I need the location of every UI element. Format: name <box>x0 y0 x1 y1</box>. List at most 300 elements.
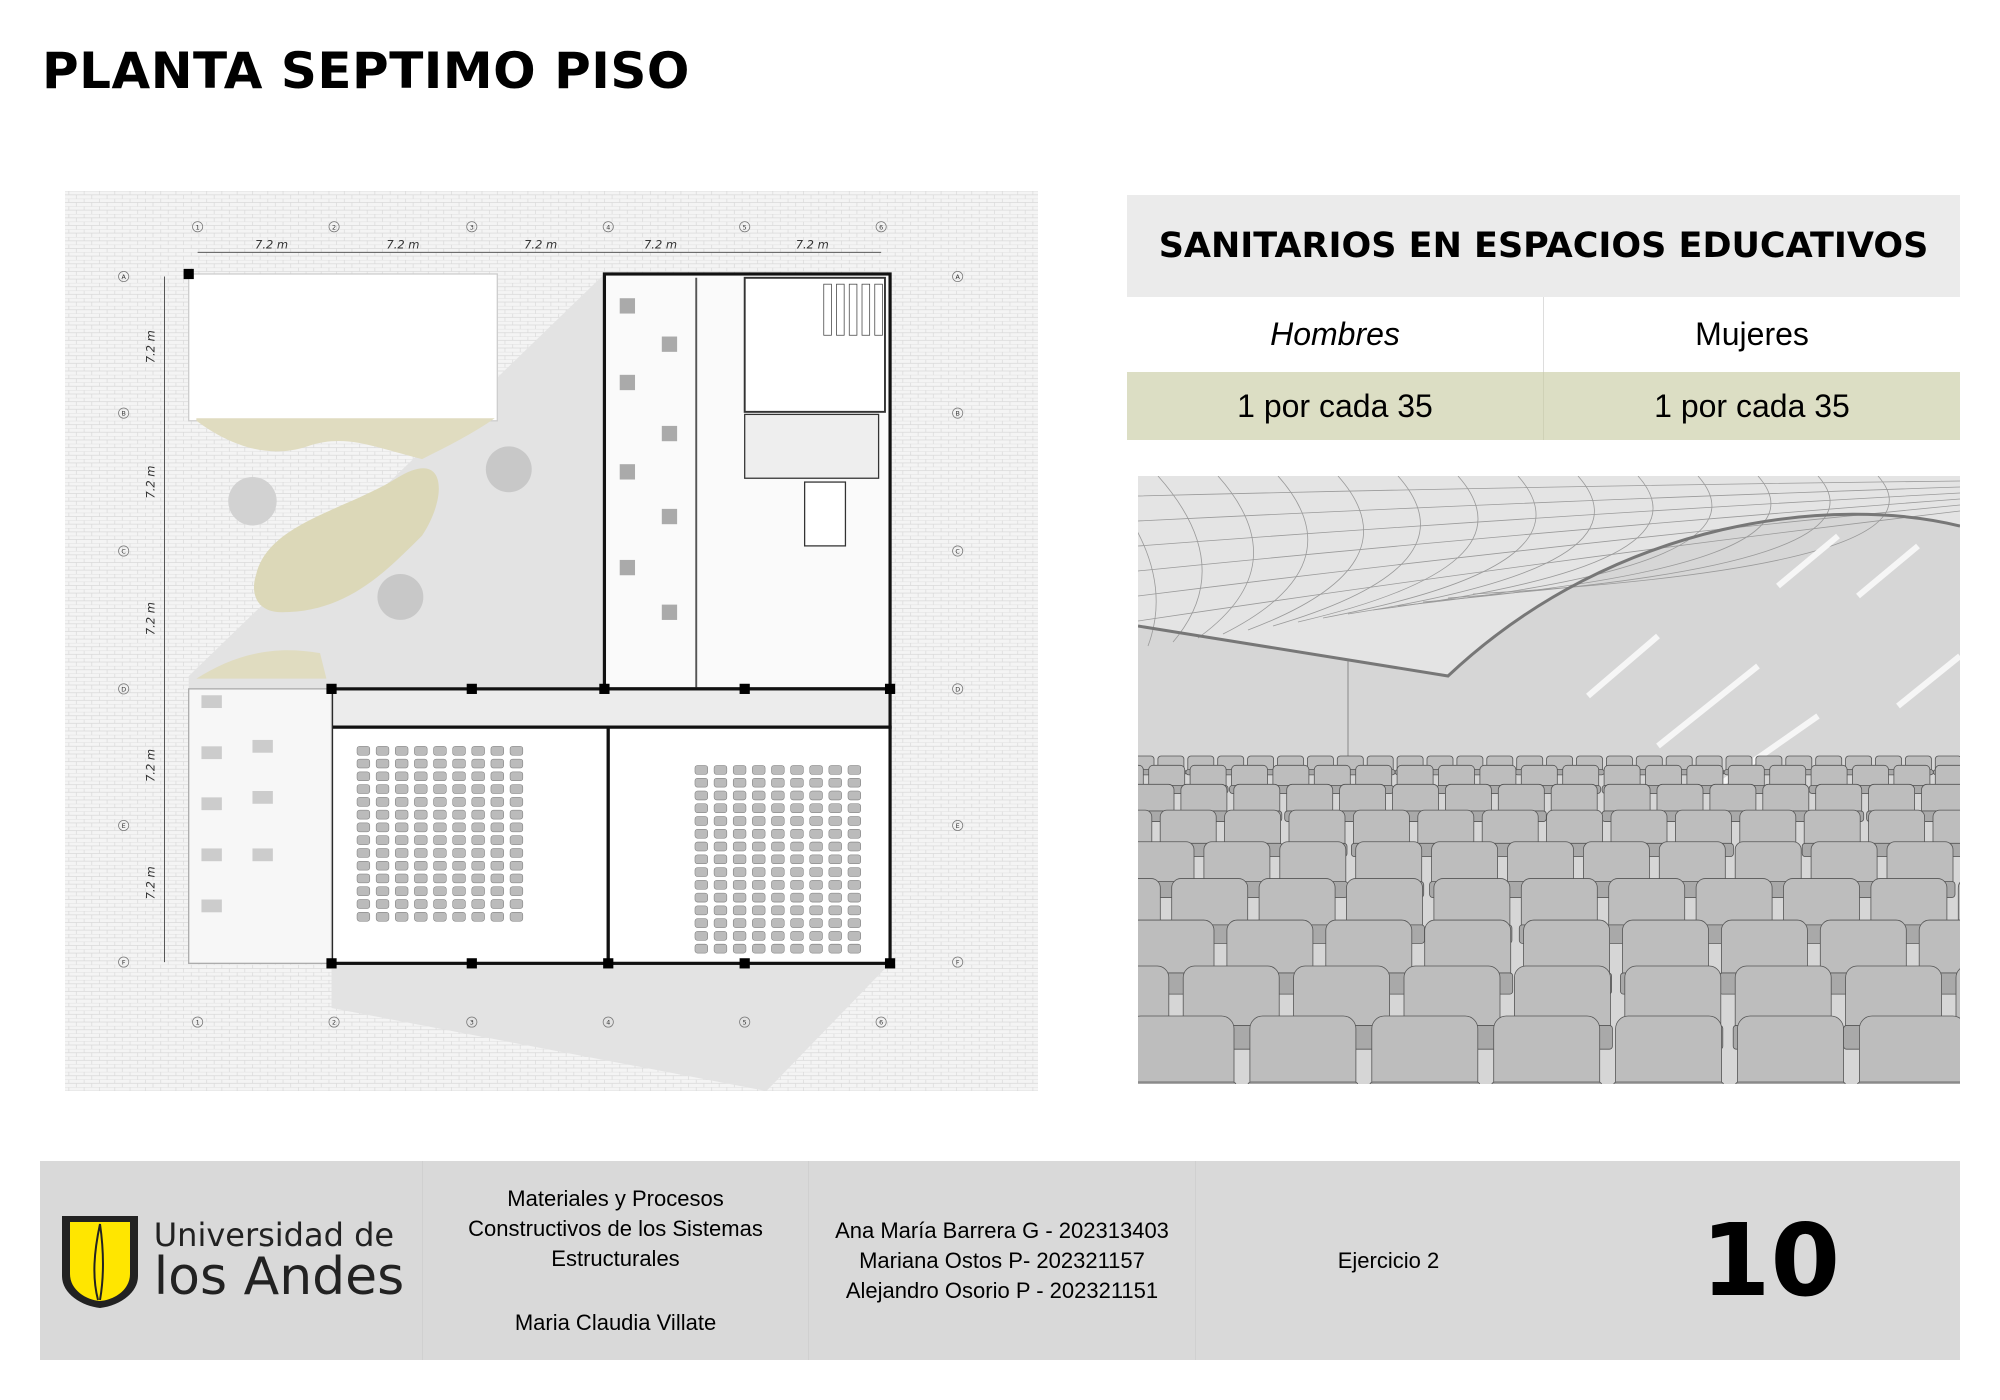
seat <box>752 880 765 889</box>
seat <box>714 855 727 864</box>
table <box>201 848 221 861</box>
seat <box>848 765 861 774</box>
seat <box>434 785 447 794</box>
seat <box>695 842 708 851</box>
dimension-label: 7.2 m <box>143 748 158 783</box>
seat <box>829 804 842 813</box>
seat <box>829 842 842 851</box>
seat <box>733 765 746 774</box>
table <box>252 740 272 753</box>
grid-number: 3 <box>469 1018 474 1027</box>
seat <box>771 791 784 800</box>
seat <box>733 778 746 787</box>
column <box>326 958 336 968</box>
seat <box>695 893 708 902</box>
seat <box>510 912 523 921</box>
seat <box>472 861 485 870</box>
seat <box>453 874 466 883</box>
seat <box>414 861 427 870</box>
seat <box>829 944 842 953</box>
column <box>467 958 477 968</box>
auditorium-chair <box>1372 1016 1478 1084</box>
column <box>467 684 477 694</box>
student: Alejandro Osorio P - 202321151 <box>845 1277 1159 1303</box>
seat <box>491 823 504 832</box>
seat <box>771 829 784 838</box>
seat <box>491 861 504 870</box>
seat <box>829 791 842 800</box>
seat <box>714 804 727 813</box>
seat <box>714 778 727 787</box>
lounge-block <box>189 689 332 963</box>
exercise: Ejercicio 2 <box>1337 1247 1440 1273</box>
dimension-label: 7.2 m <box>386 237 420 252</box>
auditorium-chair <box>1138 1016 1234 1084</box>
course-line: Constructivos de los Sistemas <box>468 1215 763 1241</box>
seat <box>733 944 746 953</box>
seat <box>414 900 427 909</box>
seat <box>810 880 823 889</box>
course-line: Materiales y Procesos <box>507 1185 724 1211</box>
column <box>740 684 750 694</box>
seat <box>357 912 370 921</box>
logo-area <box>40 1161 423 1360</box>
seat <box>434 900 447 909</box>
seat <box>752 804 765 813</box>
seat <box>357 785 370 794</box>
seat <box>357 772 370 781</box>
seat <box>376 823 389 832</box>
desk <box>620 298 635 313</box>
grid-number: 2 <box>332 1018 337 1027</box>
seat <box>414 836 427 845</box>
table-title: SANITARIOS EN ESPACIOS EDUCATIVOS <box>1127 195 1960 297</box>
column <box>885 958 895 968</box>
seat <box>395 810 408 819</box>
page-number: 10 <box>1700 1201 1841 1319</box>
seat <box>771 944 784 953</box>
seat <box>357 797 370 806</box>
desk <box>662 509 677 524</box>
logo-line1: Universidad de <box>153 1215 395 1254</box>
grid-letter: B <box>121 409 126 418</box>
seat <box>771 778 784 787</box>
seat <box>771 855 784 864</box>
seat <box>848 944 861 953</box>
seat <box>752 791 765 800</box>
seat <box>714 893 727 902</box>
seat <box>434 836 447 845</box>
seat <box>829 893 842 902</box>
column <box>885 684 895 694</box>
seat <box>791 906 804 915</box>
grid-number: 1 <box>195 223 200 232</box>
seat <box>752 919 765 928</box>
seat <box>695 765 708 774</box>
seat <box>848 829 861 838</box>
seat <box>810 829 823 838</box>
sanitary-table <box>1127 195 1960 440</box>
dimension-label: 7.2 m <box>143 465 158 499</box>
seat <box>376 772 389 781</box>
seat <box>752 842 765 851</box>
seat <box>791 804 804 813</box>
seat <box>810 791 823 800</box>
seat <box>491 848 504 857</box>
seat <box>453 759 466 768</box>
seat <box>510 746 523 755</box>
seat <box>414 772 427 781</box>
seat <box>376 797 389 806</box>
seat <box>395 836 408 845</box>
tree <box>377 574 423 620</box>
professor-name: Maria Claudia Villate <box>514 1309 717 1335</box>
seat <box>357 887 370 896</box>
seat <box>791 829 804 838</box>
seat <box>434 746 447 755</box>
header-mujeres: Mujeres <box>1695 316 1809 352</box>
value-mujeres: 1 por cada 35 <box>1654 387 1850 424</box>
seat <box>829 919 842 928</box>
seat <box>848 842 861 851</box>
auditorium-chair <box>1250 1016 1356 1084</box>
page-title: PLANTA SEPTIMO PISO <box>42 42 690 100</box>
grid-number: 6 <box>879 223 884 232</box>
corridor <box>332 689 891 727</box>
seat <box>395 848 408 857</box>
auditorium-left <box>332 727 609 963</box>
seat <box>453 797 466 806</box>
seat <box>752 855 765 864</box>
course-line: Estructurales <box>551 1245 680 1271</box>
seat <box>434 887 447 896</box>
seat <box>810 765 823 774</box>
seat <box>510 874 523 883</box>
grid-number: 4 <box>606 1018 611 1027</box>
seat <box>376 848 389 857</box>
seat <box>491 785 504 794</box>
seat <box>434 810 447 819</box>
seat <box>829 880 842 889</box>
seat <box>491 797 504 806</box>
seat <box>376 874 389 883</box>
seat <box>810 919 823 928</box>
auditorium-chair <box>1738 1016 1844 1084</box>
seat <box>714 931 727 940</box>
seat <box>810 931 823 940</box>
seat <box>434 772 447 781</box>
seat <box>733 829 746 838</box>
seat <box>357 746 370 755</box>
column <box>326 684 336 694</box>
seat <box>376 836 389 845</box>
seat <box>695 919 708 928</box>
seat <box>414 823 427 832</box>
elevator <box>805 482 846 546</box>
seat <box>791 855 804 864</box>
seat <box>453 900 466 909</box>
seat <box>510 772 523 781</box>
seat <box>491 912 504 921</box>
seat <box>771 906 784 915</box>
seat <box>829 817 842 826</box>
desk <box>620 375 635 390</box>
seat <box>810 842 823 851</box>
auditorium-chair <box>1616 1016 1722 1084</box>
desk <box>662 426 677 441</box>
seat <box>810 906 823 915</box>
chair-seat <box>1370 1082 1480 1084</box>
seat <box>453 912 466 921</box>
seat <box>453 810 466 819</box>
seat <box>829 765 842 774</box>
seat <box>395 785 408 794</box>
seat <box>848 778 861 787</box>
seat <box>733 919 746 928</box>
seat <box>376 785 389 794</box>
seat <box>395 823 408 832</box>
dimension-label: 7.2 m <box>795 237 829 252</box>
student: Mariana Ostos P- 202321157 <box>859 1247 1145 1273</box>
seat <box>791 931 804 940</box>
seat <box>414 887 427 896</box>
auditorium-chair <box>1494 1016 1600 1084</box>
chair-seat <box>1492 1082 1602 1084</box>
seat <box>848 817 861 826</box>
seat <box>771 868 784 877</box>
student: Ana María Barrera G - 202313403 <box>835 1217 1169 1243</box>
seat <box>414 874 427 883</box>
seat <box>733 817 746 826</box>
seat <box>491 746 504 755</box>
seat <box>472 887 485 896</box>
seat <box>848 906 861 915</box>
seat <box>395 887 408 896</box>
seat <box>714 829 727 838</box>
seat <box>510 836 523 845</box>
seat <box>491 900 504 909</box>
seat <box>695 804 708 813</box>
grid-letter: F <box>121 958 126 967</box>
seat <box>434 797 447 806</box>
seat <box>791 817 804 826</box>
seat <box>733 868 746 877</box>
seat <box>752 765 765 774</box>
grid-letter: D <box>121 685 127 694</box>
seat <box>791 893 804 902</box>
seat <box>733 842 746 851</box>
header-hombres: Hombres <box>1127 297 1544 372</box>
seat <box>771 804 784 813</box>
seat <box>829 778 842 787</box>
seat <box>434 912 447 921</box>
table <box>252 791 272 804</box>
chair-seat <box>1857 1082 1960 1084</box>
seat <box>491 772 504 781</box>
seat <box>434 823 447 832</box>
seat <box>453 823 466 832</box>
seat <box>695 868 708 877</box>
grid-letter: F <box>955 958 960 967</box>
students <box>809 1161 1196 1360</box>
seat <box>791 778 804 787</box>
seat <box>695 880 708 889</box>
seat <box>472 836 485 845</box>
seat <box>453 848 466 857</box>
tree <box>228 477 276 526</box>
seat <box>453 887 466 896</box>
seat <box>414 759 427 768</box>
dimension-label: 7.2 m <box>143 866 158 900</box>
grid-letter: E <box>955 822 960 831</box>
seat <box>510 900 523 909</box>
seat <box>771 893 784 902</box>
seat <box>695 931 708 940</box>
column <box>599 684 609 694</box>
seat <box>395 772 408 781</box>
table <box>201 900 221 913</box>
seat <box>453 785 466 794</box>
seat <box>491 759 504 768</box>
desk <box>620 560 635 575</box>
seat <box>472 785 485 794</box>
seat <box>453 861 466 870</box>
seat <box>395 912 408 921</box>
seat <box>376 810 389 819</box>
seat <box>414 785 427 794</box>
seat <box>510 887 523 896</box>
seat <box>733 855 746 864</box>
seat <box>357 874 370 883</box>
seat <box>357 810 370 819</box>
seat <box>810 944 823 953</box>
seat <box>810 778 823 787</box>
seat <box>848 791 861 800</box>
seat <box>472 746 485 755</box>
logo-line2: los Andes <box>153 1246 405 1307</box>
seat <box>434 861 447 870</box>
seat <box>695 906 708 915</box>
seat <box>829 855 842 864</box>
seat <box>357 823 370 832</box>
dimension-label: 7.2 m <box>255 237 289 252</box>
seat <box>510 810 523 819</box>
desk <box>620 464 635 479</box>
seat <box>510 797 523 806</box>
seat <box>810 804 823 813</box>
seat <box>733 931 746 940</box>
seat <box>714 791 727 800</box>
seat <box>752 817 765 826</box>
seat <box>695 791 708 800</box>
dimension-label: 7.2 m <box>143 330 158 364</box>
seat <box>395 861 408 870</box>
seat <box>510 785 523 794</box>
seat <box>695 855 708 864</box>
seat <box>695 778 708 787</box>
grid-letter: A <box>121 273 126 282</box>
grid-number: 5 <box>742 1018 747 1027</box>
course-info <box>423 1161 809 1360</box>
seat <box>472 823 485 832</box>
footer <box>40 1161 1960 1360</box>
seat <box>376 861 389 870</box>
table <box>201 797 221 810</box>
seat <box>791 791 804 800</box>
grid-letter: C <box>121 547 126 556</box>
floor-plan <box>65 191 1038 1091</box>
seat <box>472 848 485 857</box>
column <box>603 958 613 968</box>
seat <box>434 874 447 883</box>
grid-number: 1 <box>195 1018 200 1027</box>
seat <box>510 861 523 870</box>
dimension-label: 7.2 m <box>143 602 158 636</box>
seat <box>752 931 765 940</box>
seat <box>510 848 523 857</box>
seat <box>714 919 727 928</box>
table <box>201 695 221 708</box>
stair <box>745 414 879 478</box>
seat <box>472 810 485 819</box>
seat <box>491 874 504 883</box>
seat <box>771 919 784 928</box>
seat <box>771 842 784 851</box>
seat <box>829 868 842 877</box>
seat <box>848 880 861 889</box>
seat <box>791 944 804 953</box>
seat <box>395 900 408 909</box>
seat <box>733 880 746 889</box>
seat <box>848 868 861 877</box>
seat <box>491 836 504 845</box>
grid-number: 6 <box>879 1018 884 1027</box>
seat <box>357 848 370 857</box>
grid-number: 5 <box>742 223 747 232</box>
shield-icon <box>58 1212 142 1310</box>
seat <box>810 855 823 864</box>
seat <box>434 759 447 768</box>
seat <box>472 912 485 921</box>
seat <box>395 874 408 883</box>
seat <box>714 765 727 774</box>
seat <box>376 900 389 909</box>
seat <box>829 829 842 838</box>
seat <box>714 880 727 889</box>
seat <box>414 912 427 921</box>
seat <box>848 855 861 864</box>
seat <box>376 746 389 755</box>
seat <box>810 893 823 902</box>
seat <box>376 759 389 768</box>
seat <box>714 944 727 953</box>
seat <box>848 804 861 813</box>
seat <box>414 746 427 755</box>
seat <box>357 900 370 909</box>
seat <box>472 772 485 781</box>
grid-letter: D <box>955 685 961 694</box>
seat <box>510 823 523 832</box>
seat <box>453 836 466 845</box>
seat <box>791 868 804 877</box>
seat <box>752 906 765 915</box>
chair-seat <box>1138 1082 1236 1084</box>
seat <box>414 797 427 806</box>
auditorium-render <box>1138 476 1960 1084</box>
seat <box>771 880 784 889</box>
seat <box>714 868 727 877</box>
seat <box>414 848 427 857</box>
